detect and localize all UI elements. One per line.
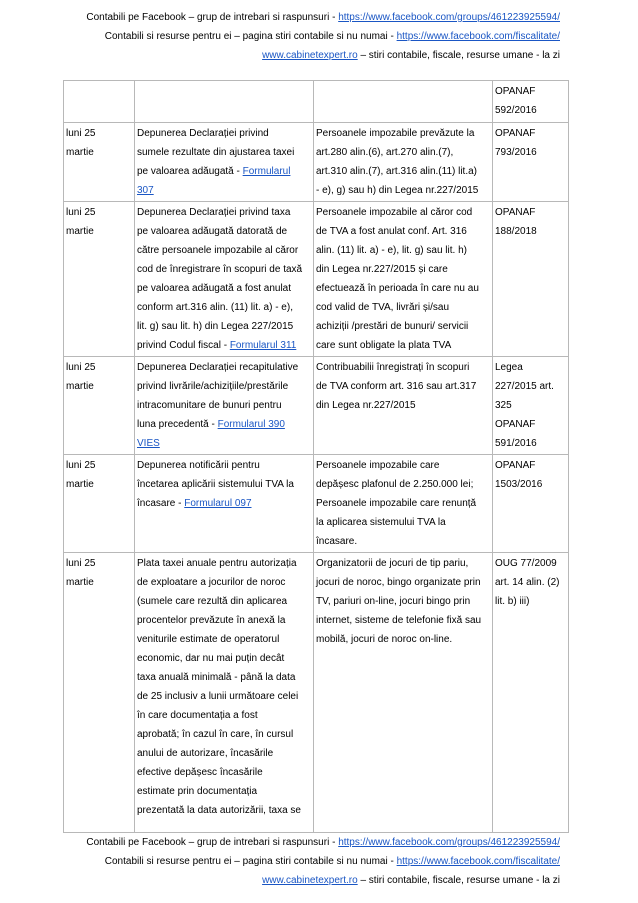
obligation-cell <box>135 455 314 553</box>
header-line-3 <box>60 46 560 65</box>
header-line-1 <box>60 8 560 27</box>
form-link[interactable]: Formularul 097 <box>184 498 252 509</box>
legal-basis-cell <box>493 123 569 202</box>
subjects-cell <box>314 553 493 833</box>
date-cell <box>64 357 135 455</box>
fiscal-calendar-table <box>63 80 569 833</box>
date-cell <box>64 81 135 123</box>
header-line-1-text: Contabili pe Facebook – grup de intrebari si raspunsuri - <box>86 12 339 23</box>
form-link[interactable]: Formularul 307 <box>137 166 291 196</box>
date-cell <box>64 455 135 553</box>
obligation-cell <box>135 123 314 202</box>
date-cell <box>64 553 135 833</box>
obligation-text: Plata taxei anuale pentru autorizația de exploatare a jocurilor de noroc (sumele care rezultă din aplicarea procentelor prevăzute în anexă la veniturile estimate de operatorul economic, dar nu mai puțin decât taxa anuală minimală - până la data de 25 inclusiv a lunii următoare celei în care documentația a fost aprobată; în cazul în care, în cursul anului de autorizare, încasările efective depășesc încasările estimate prin documentația prezentată la data autorizării, taxa se <box>137 558 301 816</box>
subjects-cell <box>314 81 493 123</box>
footer-line-1 <box>60 833 560 852</box>
header-line-2-text: Contabili si resurse pentru ei – pagina stiri contabile si nu numai - <box>104 31 397 42</box>
header-line-2 <box>60 27 560 46</box>
obligation-cell <box>135 81 314 123</box>
table-row <box>64 81 569 123</box>
page-header <box>60 8 560 65</box>
subjects-text: Persoanele impozabile care depășesc plafonul de 2.250.000 lei; Persoanele impozabile care renunță la aplicarea sistemului TVA la încasare. <box>316 460 477 547</box>
date-cell <box>64 123 135 202</box>
legal-basis-text: Legea 227/2015 art. 325 OPANAF 591/2016 <box>495 362 554 449</box>
legal-basis-text: OUG 77/2009 art. 14 alin. (2) lit. b) iii) <box>495 558 560 607</box>
footer-line-3-text: – stiri contabile, fiscale, resurse umane - la zi <box>357 875 560 886</box>
subjects-text: Persoanele impozabile al căror cod de TVA a fost anulat conf. Art. 316 alin. (11) lit. a) - e), lit. g) sau lit. h) din Legea nr.227/2015 și care efectuează în perioada în care nu au cod valid de TVA, livrări și/sau achiziții /prestări de bunuri/ servicii care sunt obligate la plata TVA <box>316 207 479 351</box>
table-row <box>64 553 569 833</box>
subjects-text: Contribuabilii înregistrați în scopuri de TVA conform art. 316 sau art.317 din Legea nr.227/2015 <box>316 362 477 411</box>
legal-basis-cell <box>493 202 569 357</box>
date-text: luni 25 martie <box>66 558 96 588</box>
subjects-text: Organizatorii de jocuri de tip pariu, jocuri de noroc, bingo organizate prin TV, pariuri on-line, jocuri bingo prin internet, sisteme de telefonie fixă sau mobilă, jocuri de noroc on-line. <box>316 558 482 645</box>
date-text: luni 25 martie <box>66 460 96 490</box>
page-footer <box>60 833 560 890</box>
footer-line-2 <box>60 852 560 871</box>
date-cell <box>64 202 135 357</box>
table-row <box>64 357 569 455</box>
header-site-link[interactable]: www.cabinetexpert.ro <box>262 50 358 61</box>
date-text: luni 25 martie <box>66 207 96 237</box>
legal-basis-text: OPANAF 793/2016 <box>495 128 537 158</box>
table-row <box>64 123 569 202</box>
legal-basis-text: OPANAF 592/2016 <box>495 86 537 116</box>
obligation-text: Depunerea Declarației privind sumele rezultate din ajustarea taxei pe valoarea adăugată - <box>137 128 295 177</box>
subjects-text: Persoanele impozabile prevăzute la art.280 alin.(6), art.270 alin.(7), art.310 alin.(7), art.316 alin.(11) lit.a) - e), g) sau h) din Legea nr.227/2015 <box>316 128 479 196</box>
footer-site-link[interactable]: www.cabinetexpert.ro <box>262 875 358 886</box>
table-body <box>64 81 569 833</box>
legal-basis-cell <box>493 81 569 123</box>
footer-line-3 <box>60 871 560 890</box>
subjects-cell <box>314 202 493 357</box>
footer-facebook-group-link[interactable]: https://www.facebook.com/groups/461223925594/ <box>338 837 560 848</box>
legal-basis-cell <box>493 553 569 833</box>
obligation-cell <box>135 202 314 357</box>
obligation-text: Depunerea Declarației privind taxa pe valoarea adăugată datorată de către persoanele impozabile al căror cod de înregistrare în scopuri de taxă pe valoarea adăugată a fost anulat conform art.316 alin. (11) lit. a) - e), lit. g) sau lit. h) din Legea 227/2015 privind Codul fiscal - <box>137 207 303 351</box>
subjects-cell <box>314 123 493 202</box>
header-line-3-text: – stiri contabile, fiscale, resurse umane - la zi <box>357 50 560 61</box>
obligation-text: Depunerea notificării pentru încetarea aplicării sistemului TVA la încasare - <box>137 460 294 509</box>
table-row <box>64 202 569 357</box>
legal-basis-cell <box>493 357 569 455</box>
legal-basis-text: OPANAF 188/2018 <box>495 207 537 237</box>
header-facebook-group-link[interactable]: https://www.facebook.com/groups/461223925594/ <box>338 12 560 23</box>
date-text: luni 25 martie <box>66 128 96 158</box>
header-facebook-page-link[interactable]: https://www.facebook.com/fiscalitate/ <box>396 31 560 42</box>
obligation-cell <box>135 357 314 455</box>
legal-basis-cell <box>493 455 569 553</box>
footer-line-1-text: Contabili pe Facebook – grup de intrebari si raspunsuri - <box>86 837 339 848</box>
subjects-cell <box>314 357 493 455</box>
date-text: luni 25 martie <box>66 362 96 392</box>
obligation-cell <box>135 553 314 833</box>
legal-basis-text: OPANAF 1503/2016 <box>495 460 543 490</box>
subjects-cell <box>314 455 493 553</box>
table-row <box>64 455 569 553</box>
footer-line-2-text: Contabili si resurse pentru ei – pagina stiri contabile si nu numai - <box>104 856 397 867</box>
obligation-text: Depunerea Declarației recapitulative privind livrările/achizițiile/prestările intracomunitare de bunuri pentru luna precedentă - <box>137 362 299 430</box>
form-link[interactable]: Formularul 390 VIES <box>137 419 285 449</box>
footer-facebook-page-link[interactable]: https://www.facebook.com/fiscalitate/ <box>396 856 560 867</box>
form-link[interactable]: Formularul 311 <box>229 340 297 351</box>
